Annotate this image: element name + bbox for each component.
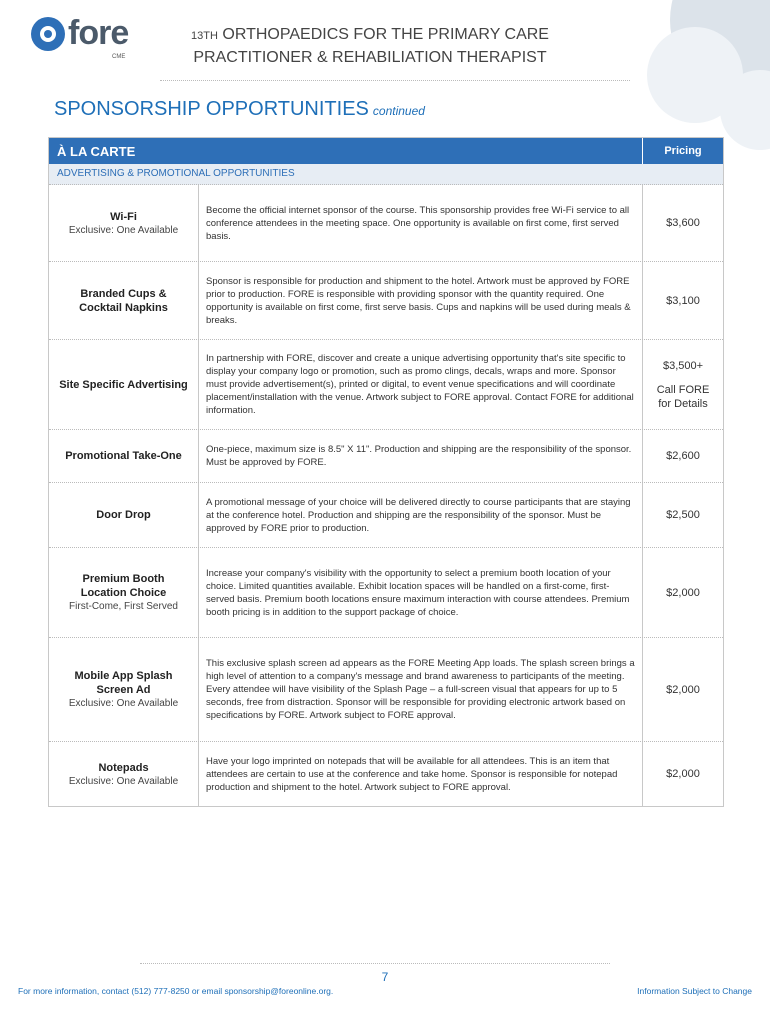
table-row bbox=[49, 638, 723, 742]
row-description bbox=[199, 548, 643, 637]
row-name-cell bbox=[49, 185, 199, 261]
row-price-text: $2,500 bbox=[666, 509, 700, 521]
table-row bbox=[49, 548, 723, 638]
footer-notice: Information Subject to Change bbox=[637, 986, 752, 996]
row-name: Wi-Fi bbox=[110, 210, 137, 223]
row-price bbox=[643, 340, 723, 429]
row-price-text: $3,100 bbox=[666, 294, 700, 307]
row-price bbox=[643, 483, 723, 547]
row-description-text: Increase your company's visibility with the opportunity to select a premium booth location of your choice. Limited quantities available. Exhibit location spaces will be handled on a first-come, first-served basis. Premium booth locations ensure maximum interaction with course attendees. Premium booth pricing is in addition to the support package of choice. bbox=[206, 567, 630, 618]
row-sub: Exclusive: One Available bbox=[68, 698, 179, 709]
table-row bbox=[49, 262, 723, 340]
row-price bbox=[643, 638, 723, 741]
header-title bbox=[160, 24, 580, 68]
row-price-text: $3,600 bbox=[666, 217, 700, 229]
row-price-text: $2,000 bbox=[666, 586, 700, 599]
header-line1: ORTHOPAEDICS FOR THE PRIMARY CARE bbox=[222, 26, 549, 43]
row-description bbox=[199, 483, 643, 547]
row-description-text: One-piece, maximum size is 8.5" X 11". Production and shipping are the responsibility of the sponsor. Must be approved by FORE. bbox=[206, 444, 632, 468]
row-name-cell bbox=[49, 430, 199, 482]
row-price bbox=[643, 185, 723, 261]
table-row bbox=[49, 742, 723, 806]
footer-divider bbox=[140, 963, 610, 964]
page-number: 7 bbox=[381, 970, 389, 984]
header-divider bbox=[160, 80, 630, 81]
table-row bbox=[49, 430, 723, 483]
row-name: Mobile App Splash Screen Ad bbox=[74, 670, 173, 696]
row-name-cell bbox=[49, 483, 199, 547]
table-row bbox=[49, 185, 723, 262]
row-name-cell bbox=[49, 638, 199, 741]
footer-contact: For more information, contact (512) 777-8250 or email sponsorship@foreonline.org. bbox=[18, 986, 334, 996]
row-name-cell bbox=[49, 548, 199, 637]
row-name: Branded Cups & Cocktail Napkins bbox=[79, 287, 168, 314]
row-price bbox=[643, 742, 723, 806]
header-prefix: 13TH bbox=[191, 30, 218, 42]
row-price-text: $2,600 bbox=[666, 450, 700, 462]
table-row bbox=[49, 483, 723, 548]
row-description-text: A promotional message of your choice will be delivered directly to course participants that are staying at the conference hotel. Production and shipping are the responsibility of the sponsor. Must be approved by FORE prior to production. bbox=[206, 496, 631, 534]
row-price-note: Call FORE for Details bbox=[656, 383, 710, 410]
header-line2: PRACTITIONER & REHABILIATION THERAPIST bbox=[193, 49, 547, 66]
row-price bbox=[643, 262, 723, 339]
row-name: Door Drop bbox=[96, 509, 151, 521]
row-description bbox=[199, 340, 643, 429]
row-description-text: Become the official internet sponsor of the course. This sponsorship provides free Wi-Fi service to all conference attendees in the meeting space. One opportunity is available on first come, first served basis. bbox=[206, 204, 630, 242]
row-description bbox=[199, 430, 643, 482]
table-subheading: ADVERTISING & PROMOTIONAL OPPORTUNITIES bbox=[49, 164, 723, 185]
table-header bbox=[49, 138, 723, 164]
row-name-cell bbox=[49, 340, 199, 429]
fore-logo-text: fore bbox=[68, 14, 129, 52]
row-sub: First-Come, First Served bbox=[69, 601, 178, 612]
row-name: Premium Booth Location Choice bbox=[80, 573, 167, 599]
row-price-text: $2,000 bbox=[666, 768, 700, 780]
row-name-cell bbox=[49, 742, 199, 806]
row-price-text: $3,500+ bbox=[662, 359, 704, 372]
row-price bbox=[643, 548, 723, 637]
row-price-text: $2,000 bbox=[666, 683, 700, 696]
row-price bbox=[643, 430, 723, 482]
row-sub: Exclusive: One Available bbox=[68, 775, 179, 787]
table-heading: À LA CARTE bbox=[57, 144, 136, 159]
row-name-cell bbox=[49, 262, 199, 339]
row-description-text: Have your logo imprinted on notepads that will be available for all attendees. This is an item that attendees are certain to use at the conference and take home. Sponsor is responsible for notepad production and shipment to the hotel. Artwork subject to FORE approval. bbox=[206, 755, 618, 793]
row-description bbox=[199, 262, 643, 339]
row-description-text: Sponsor is responsible for production and shipment to the hotel. Artwork must be approved by FORE prior to production. FORE is responsible with providing sponsor with the quantity required. One opportunity is available on first come, first serve basis. Cups and napkins will be used during meals & breaks. bbox=[206, 275, 631, 326]
fore-logo-sub: CME bbox=[112, 54, 126, 60]
row-name: Notepads bbox=[98, 761, 149, 774]
row-description-text: This exclusive splash screen ad appears as the FORE Meeting App loads. The splash screen brings a high level of attention to a company's message and brand awareness to participants of the meeting. Every attendee will have visibility of the Splash Page – a full-screen visual that appears for up to 5 seconds, free from distraction. Sponsor will be responsible for providing electronic artwork based on specifications by FORE. Artwork subject to FORE approval. bbox=[206, 658, 635, 721]
fore-logo-mark bbox=[30, 14, 66, 54]
sponsorship-table bbox=[48, 137, 724, 807]
section-continued: continued bbox=[372, 104, 425, 118]
row-description bbox=[199, 742, 643, 806]
row-description-text: In partnership with FORE, discover and create a unique advertising opportunity that's site specific to display your company logo or promotion, such as promo clings, decals, wraps and more. Sponsor must provide advertisement(s), printed or digital, to event venue specifications and will coordinate placement/installation with the venue. Artwork subject to FORE approval. Contact FORE for additional information. bbox=[206, 353, 634, 416]
row-description bbox=[199, 185, 643, 261]
pricing-header: Pricing bbox=[642, 138, 723, 164]
row-name: Site Specific Advertising bbox=[59, 378, 188, 391]
section-title-text: SPONSORSHIP OPPORTUNITIES bbox=[54, 98, 369, 120]
section-title bbox=[54, 98, 425, 121]
row-description bbox=[199, 638, 643, 741]
table-row bbox=[49, 340, 723, 430]
row-sub: Exclusive: One Available bbox=[68, 224, 179, 236]
row-name: Promotional Take-One bbox=[65, 450, 182, 462]
